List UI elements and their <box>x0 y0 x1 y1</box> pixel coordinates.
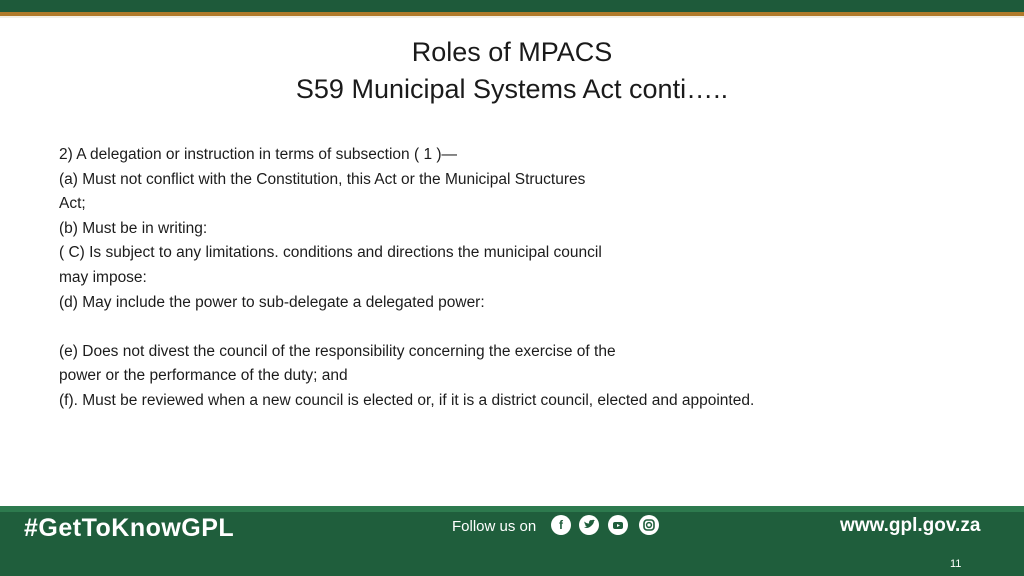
body-line: (f). Must be reviewed when a new council is elected or, if it is a district council, elected and appointed. <box>59 391 755 409</box>
youtube-icon[interactable] <box>608 515 628 535</box>
page-number: 11 <box>950 558 962 570</box>
website-link[interactable]: www.gpl.gov.za <box>840 515 981 536</box>
title-line-2: S59 Municipal Systems Act conti….. <box>295 74 729 104</box>
footer-bar <box>0 506 1024 576</box>
body-line: (e) Does not divest the council of the responsibility concerning the exercise of the <box>59 342 616 360</box>
body-line: Act; <box>59 195 86 213</box>
body-line: may impose: <box>59 268 147 286</box>
body-line: (b) Must be in writing: <box>59 219 208 237</box>
body-line: (a) Must not conflict with the Constitution, this Act or the Municipal Structures <box>59 170 586 188</box>
hashtag-label: #GetToKnowGPL <box>24 514 235 542</box>
body-line: ( C) Is subject to any limitations. conditions and directions the municipal council <box>59 244 602 262</box>
follow-us-label: Follow us on <box>452 518 537 535</box>
header-divider <box>0 16 1024 18</box>
body-line: (d) May include the power to sub-delegate a delegated power: <box>59 293 485 311</box>
instagram-icon[interactable] <box>639 515 659 535</box>
facebook-icon[interactable]: f <box>551 515 571 535</box>
twitter-icon[interactable] <box>579 515 599 535</box>
body-line: 2) A delegation or instruction in terms of subsection ( 1 )— <box>59 146 458 163</box>
slide-title <box>0 34 1024 108</box>
footer-stripe <box>0 506 1024 512</box>
paragraph-gap <box>59 315 959 340</box>
slide-body <box>59 143 959 414</box>
body-line: power or the performance of the duty; and <box>59 367 348 385</box>
header-green-band <box>0 0 1024 12</box>
title-line-1: Roles of MPACS <box>411 37 613 67</box>
